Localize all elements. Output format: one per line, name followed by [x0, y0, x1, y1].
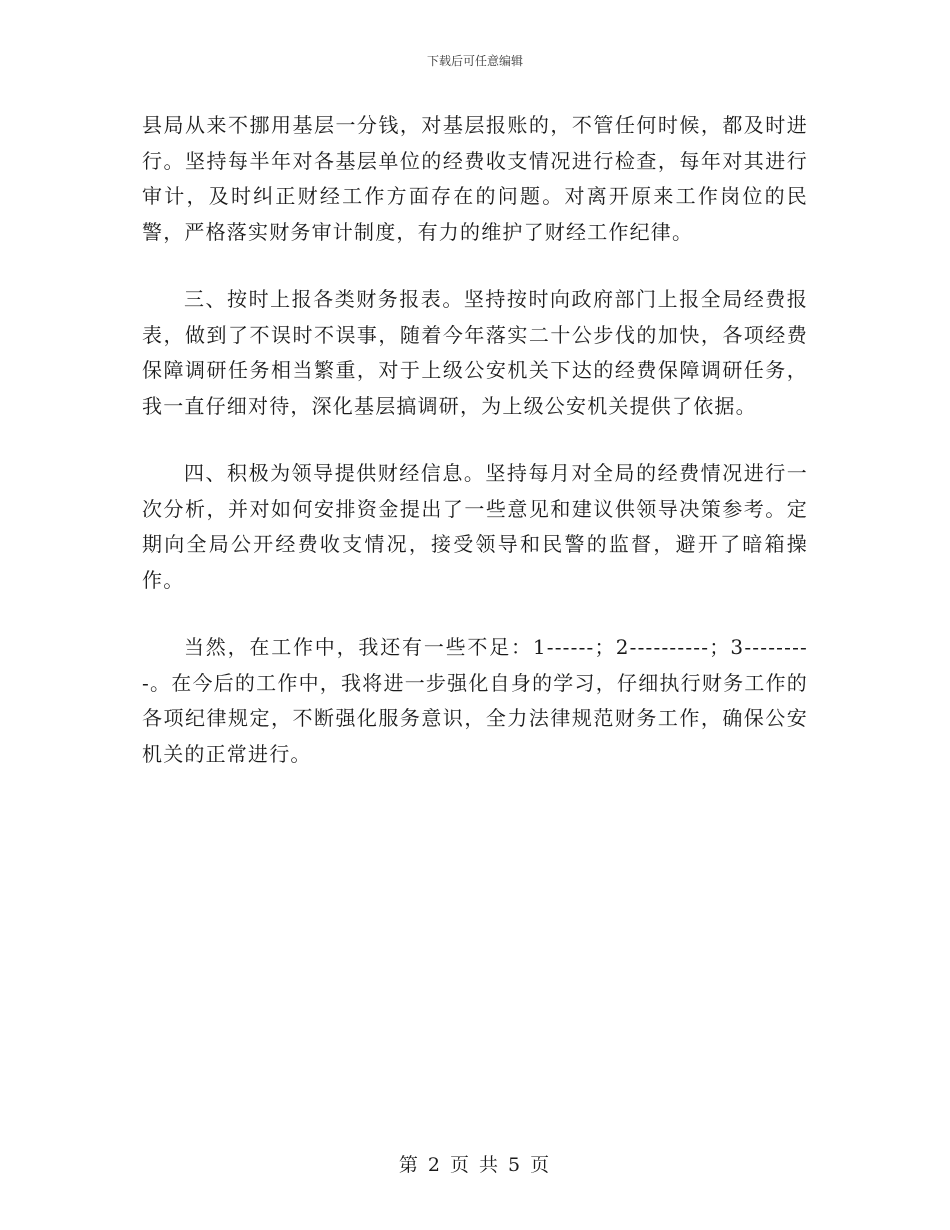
paragraph-continuation: 县局从来不挪用基层一分钱，对基层报账的，不管任何时候，都及时进行。坚持每半年对各基层单位的经费收支情况进行检查，每年对其进行审计，及时纠正财经工作方面存在的问题。对离开原来工作岗位的民警，严格落实财务审计制度，有力的维护了财经工作纪律。 [142, 113, 808, 244]
paragraph-shortcomings: 当然，在工作中，我还有一些不足：1------；2----------；3---------。在今后的工作中，我将进一步强化自身的学习，仔细执行财务工作的各项纪律规定，不断强化服务意识，全力法律规范财务工作，确保公安机关的正常进行。 [142, 635, 808, 766]
document-body [142, 108, 808, 772]
paragraph-gap [142, 424, 808, 456]
paragraph-gap [142, 250, 808, 282]
paragraph-gap [142, 598, 808, 630]
page-header: 下载后可任意编辑 [426, 54, 523, 68]
paragraph-section-three: 三、按时上报各类财务报表。坚持按时向政府部门上报全局经费报表，做到了不误时不误事，随着今年落实二十公步伐的加快，各项经费保障调研任务相当繁重，对于上级公安机关下达的经费保障调研任务，我一直仔细对待，深化基层搞调研，为上级公安机关提供了依据。 [142, 287, 808, 418]
page-number: 第 2 页 共 5 页 [398, 1154, 552, 1176]
paragraph-section-four: 四、积极为领导提供财经信息。坚持每月对全局的经费情况进行一次分析，并对如何安排资金提出了一些意见和建议供领导决策参考。定期向全局公开经费收支情况，接受领导和民警的监督，避开了暗箱操作。 [142, 461, 808, 592]
